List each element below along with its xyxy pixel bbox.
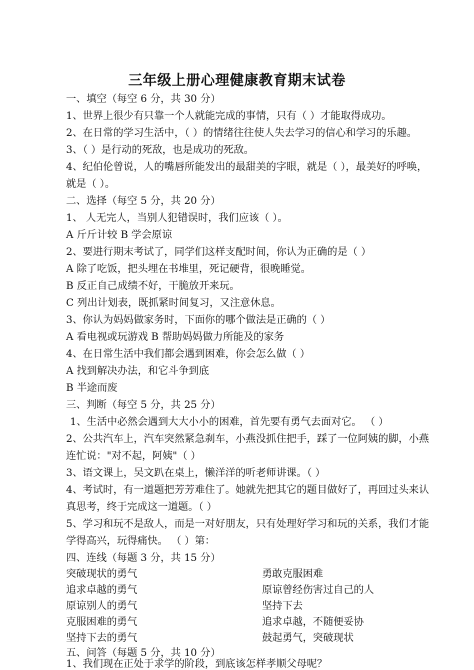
section-heading-judge: 三、判断（每空 5 分，共 25 分） bbox=[66, 400, 221, 411]
question-2-4: 4、在日常生活中我们都会遇到困难，你会怎么做（ ） bbox=[66, 349, 311, 360]
question-2-3-options: A 看电视或玩游戏 B 帮助妈妈做力所能及的家务 bbox=[66, 332, 285, 343]
match-right-4: 追求卓越，不随便妥协 bbox=[262, 617, 364, 628]
match-right-3: 坚持下去 bbox=[262, 601, 303, 612]
question-3-2-line-2: 连忙说："对不起，阿姨"（ ） bbox=[66, 451, 201, 462]
question-3-3: 3、语文课上，吴文趴在桌上，懒洋洋的听老师讲课。（ ） bbox=[66, 468, 326, 479]
question-2-1: 1、 人无完人，当别人犯错误时，我们应该（ ）。 bbox=[66, 213, 288, 224]
section-heading-match: 四、连线（每题 3 分，共 15 分） bbox=[66, 553, 221, 564]
section-heading-choice: 二、选择（每空 5 分，共 20 分） bbox=[66, 196, 221, 207]
question-3-4-line-1: 4、考试时，有一道题把芳芳难住了。她就先把其它的题目做好了，再回过头来认 bbox=[66, 485, 430, 496]
question-2-3: 3、你认为妈妈做家务时，下面你的哪个做法是正确的（ ） bbox=[66, 315, 331, 326]
question-3-2-line-1: 2、公共汽车上，汽车突然紧急刹车，小燕没抓住把手，踩了一位阿姨的脚，小燕 bbox=[66, 434, 430, 445]
question-3-5-line-1: 5、学习和玩不是敌人，而是一对好朋友，只有处理好学习和玩的关系，我们才能 bbox=[66, 519, 430, 530]
match-left-1: 突破现状的勇气 bbox=[66, 569, 138, 580]
question-1-4-line-2: 就是（ ）。 bbox=[66, 179, 116, 190]
page-title: 三年级上册心理健康教育期末试卷 bbox=[128, 73, 346, 89]
question-3-4-line-2: 真思考，终于完成这一道题。（ ） bbox=[66, 502, 217, 513]
question-2-4-option-b: B 半途而废 bbox=[66, 383, 118, 394]
question-3-1: 1、生活中必然会遇到大大小小的困难，首先要有勇气去面对它。 （ ） bbox=[70, 417, 389, 428]
section-heading-fill-blank: 一、填空（每空 6 分，共 30 分） bbox=[66, 94, 221, 105]
question-2-1-options: A 斤斤计较 B 学会原谅 bbox=[66, 230, 173, 241]
question-1-1: 1、世界上很少有只靠一个人就能完成的事情，只有（ ）才能取得成功。 bbox=[66, 111, 392, 122]
match-left-2: 追求卓越的勇气 bbox=[66, 585, 138, 596]
question-2-2-option-a: A 除了吃饭，把头埋在书堆里，死记硬背，很晚睡觉。 bbox=[66, 264, 311, 275]
match-right-2: 原谅曾经伤害过自己的人 bbox=[262, 585, 375, 596]
question-1-2: 2、在日常的学习生活中，（ ）的情绪往往使人失去学习的信心和学习的乐趣。 bbox=[66, 128, 417, 139]
match-left-3: 原谅别人的勇气 bbox=[66, 601, 138, 612]
question-5-1: 1、我们现在正处于求学的阶段，到底该怎样孝顺父母呢？ bbox=[66, 659, 328, 670]
question-2-2: 2、要进行期末考试了，同学们这样支配时间，你认为正确的是（ ） bbox=[66, 247, 372, 258]
question-3-5-line-2: 学得高兴，玩得痛快。 （ ）第： bbox=[66, 536, 216, 547]
question-1-3: 3、（ ）是行动的死敌，也是成功的死敌。 bbox=[66, 145, 254, 156]
match-right-1: 勇敢克服困难 bbox=[262, 569, 324, 580]
match-left-5: 坚持下去的勇气 bbox=[66, 633, 138, 644]
match-right-5: 鼓起勇气，突破现状 bbox=[262, 633, 354, 644]
question-2-2-option-c: C 列出计划表，既抓紧时间复习，又注意休息。 bbox=[66, 298, 281, 309]
question-2-4-option-a: A 找到解决办法，和它斗争到底 bbox=[66, 366, 210, 377]
section-heading-qa: 五、问答（每题 5 分，共 10 分） bbox=[66, 648, 221, 659]
match-left-4: 克服困难的勇气 bbox=[66, 617, 138, 628]
question-2-2-option-b: B 反正自己成绩不好，干脆放开来玩。 bbox=[66, 281, 240, 292]
question-1-4-line-1: 4、纪伯伦曾说，人的嘴唇所能发出的最甜美的字眼，就是（ ），最美好的呼唤， bbox=[66, 162, 428, 173]
